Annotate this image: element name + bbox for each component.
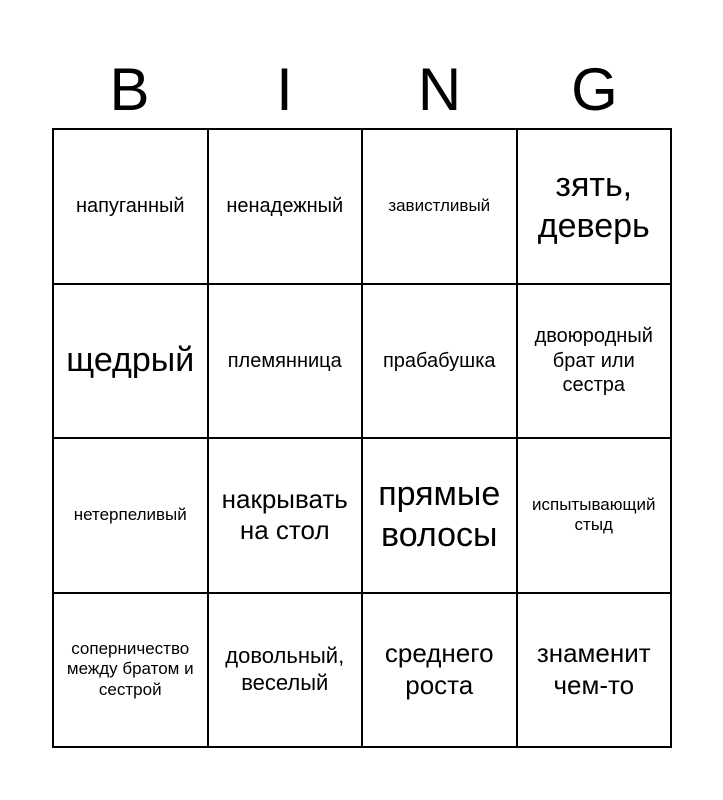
bingo-cell[interactable] <box>54 594 209 749</box>
cell-text: прямые волосы <box>378 475 501 555</box>
header-letter-i: I <box>276 56 293 123</box>
cell-text: прабабушка <box>382 349 496 372</box>
cell-text: ненадежный <box>226 195 344 218</box>
cell-text: племянница <box>227 349 342 372</box>
bingo-cell[interactable] <box>518 439 673 594</box>
bingo-header <box>52 52 672 128</box>
cell-text: зять, деверь <box>537 166 650 246</box>
bingo-board <box>52 128 672 748</box>
bingo-cell[interactable] <box>54 439 209 594</box>
cell-text: знаменит чем-то <box>536 638 651 700</box>
cell-text: накрывать на стол <box>221 483 348 546</box>
cell-text: напуганный <box>75 195 185 218</box>
bingo-cell[interactable] <box>209 594 364 749</box>
bingo-cell[interactable] <box>363 285 518 440</box>
header-letter-n: N <box>417 56 462 123</box>
bingo-cell[interactable] <box>518 130 673 285</box>
cell-text: соперничество между братом и сестрой <box>66 638 194 700</box>
bingo-cell[interactable] <box>54 285 209 440</box>
bingo-cell[interactable] <box>518 594 673 749</box>
bingo-cell[interactable] <box>518 285 673 440</box>
header-letter-g: G <box>571 56 618 123</box>
bingo-cell[interactable] <box>363 594 518 749</box>
bingo-cell[interactable] <box>363 130 518 285</box>
cell-text: нетерпеливый <box>73 504 187 524</box>
header-letter-b: B <box>109 56 150 123</box>
bingo-cell[interactable] <box>209 439 364 594</box>
cell-text: довольный, веселый <box>225 642 345 695</box>
cell-text: щедрый <box>66 341 195 380</box>
bingo-cell[interactable] <box>209 130 364 285</box>
bingo-cell[interactable] <box>363 439 518 594</box>
cell-text: завистливый <box>388 195 491 215</box>
cell-text: двоюродный брат или сестра <box>534 325 653 396</box>
bingo-cell[interactable] <box>209 285 364 440</box>
cell-text: испытывающий стыд <box>532 494 656 535</box>
cell-text: среднего роста <box>384 638 494 700</box>
bingo-cell[interactable] <box>54 130 209 285</box>
